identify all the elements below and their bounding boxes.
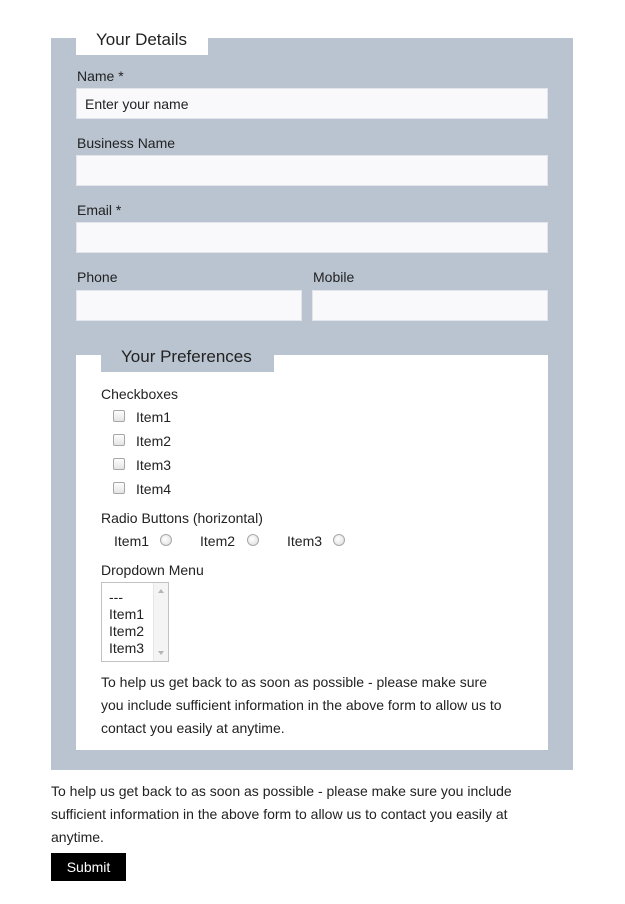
name-label: Name * (77, 68, 124, 84)
dropdown-option[interactable]: --- (109, 589, 123, 605)
checkbox-item4[interactable] (113, 482, 125, 494)
scroll-up-icon[interactable] (158, 589, 164, 593)
your-details-legend-text: Your Details (96, 30, 188, 49)
dropdown-menu-listbox[interactable] (101, 582, 169, 662)
footer-help-line-2: sufficient information in the above form to allow us to contact you easily at (51, 806, 508, 822)
preferences-help-line-2: you include sufficient information in the above form to allow us to (101, 697, 502, 713)
radio-item1[interactable] (160, 534, 172, 546)
scroll-down-icon[interactable] (158, 651, 164, 655)
radio-item3-label: Item3 (287, 533, 323, 549)
your-preferences-legend (101, 343, 274, 372)
radio-item2-label: Item2 (200, 533, 236, 549)
footer-help-line-3: anytime. (51, 829, 104, 845)
radio-buttons-label: Radio Buttons (horizontal) (101, 510, 263, 526)
checkbox-item1[interactable] (113, 410, 125, 422)
checkbox-item1-label: Item1 (136, 409, 172, 425)
phone-input[interactable] (76, 290, 302, 321)
checkbox-item2[interactable] (113, 434, 125, 446)
listbox-scrollbar[interactable] (153, 583, 168, 661)
email-label: Email * (77, 202, 122, 218)
name-input[interactable] (76, 88, 548, 119)
preferences-help-line-1: To help us get back to as soon as possible - please make sure (101, 674, 487, 690)
radio-item2[interactable] (247, 534, 259, 546)
your-preferences-legend-text: Your Preferences (121, 347, 252, 366)
footer-help-line-1: To help us get back to as soon as possible - please make sure you include (51, 783, 512, 799)
email-input[interactable] (76, 222, 548, 253)
mobile-label: Mobile (313, 269, 355, 285)
submit-button[interactable]: Submit (51, 853, 126, 881)
radio-item1-label: Item1 (114, 533, 150, 549)
your-details-legend (76, 30, 208, 55)
dropdown-menu-label: Dropdown Menu (101, 562, 204, 578)
checkbox-item2-label: Item2 (136, 433, 172, 449)
checkbox-item4-label: Item4 (136, 481, 172, 497)
business-name-input[interactable] (76, 155, 548, 186)
checkbox-item3[interactable] (113, 458, 125, 470)
mobile-input[interactable] (312, 290, 548, 321)
preferences-help-line-3: contact you easily at anytime. (101, 720, 285, 736)
dropdown-option[interactable]: Item1 (109, 606, 145, 622)
business-name-label: Business Name (77, 135, 176, 151)
radio-item3[interactable] (333, 534, 345, 546)
checkboxes-label: Checkboxes (101, 386, 179, 402)
dropdown-option[interactable]: Item3 (109, 640, 145, 656)
checkbox-item3-label: Item3 (136, 457, 172, 473)
dropdown-option[interactable]: Item2 (109, 623, 145, 639)
phone-label: Phone (77, 269, 118, 285)
